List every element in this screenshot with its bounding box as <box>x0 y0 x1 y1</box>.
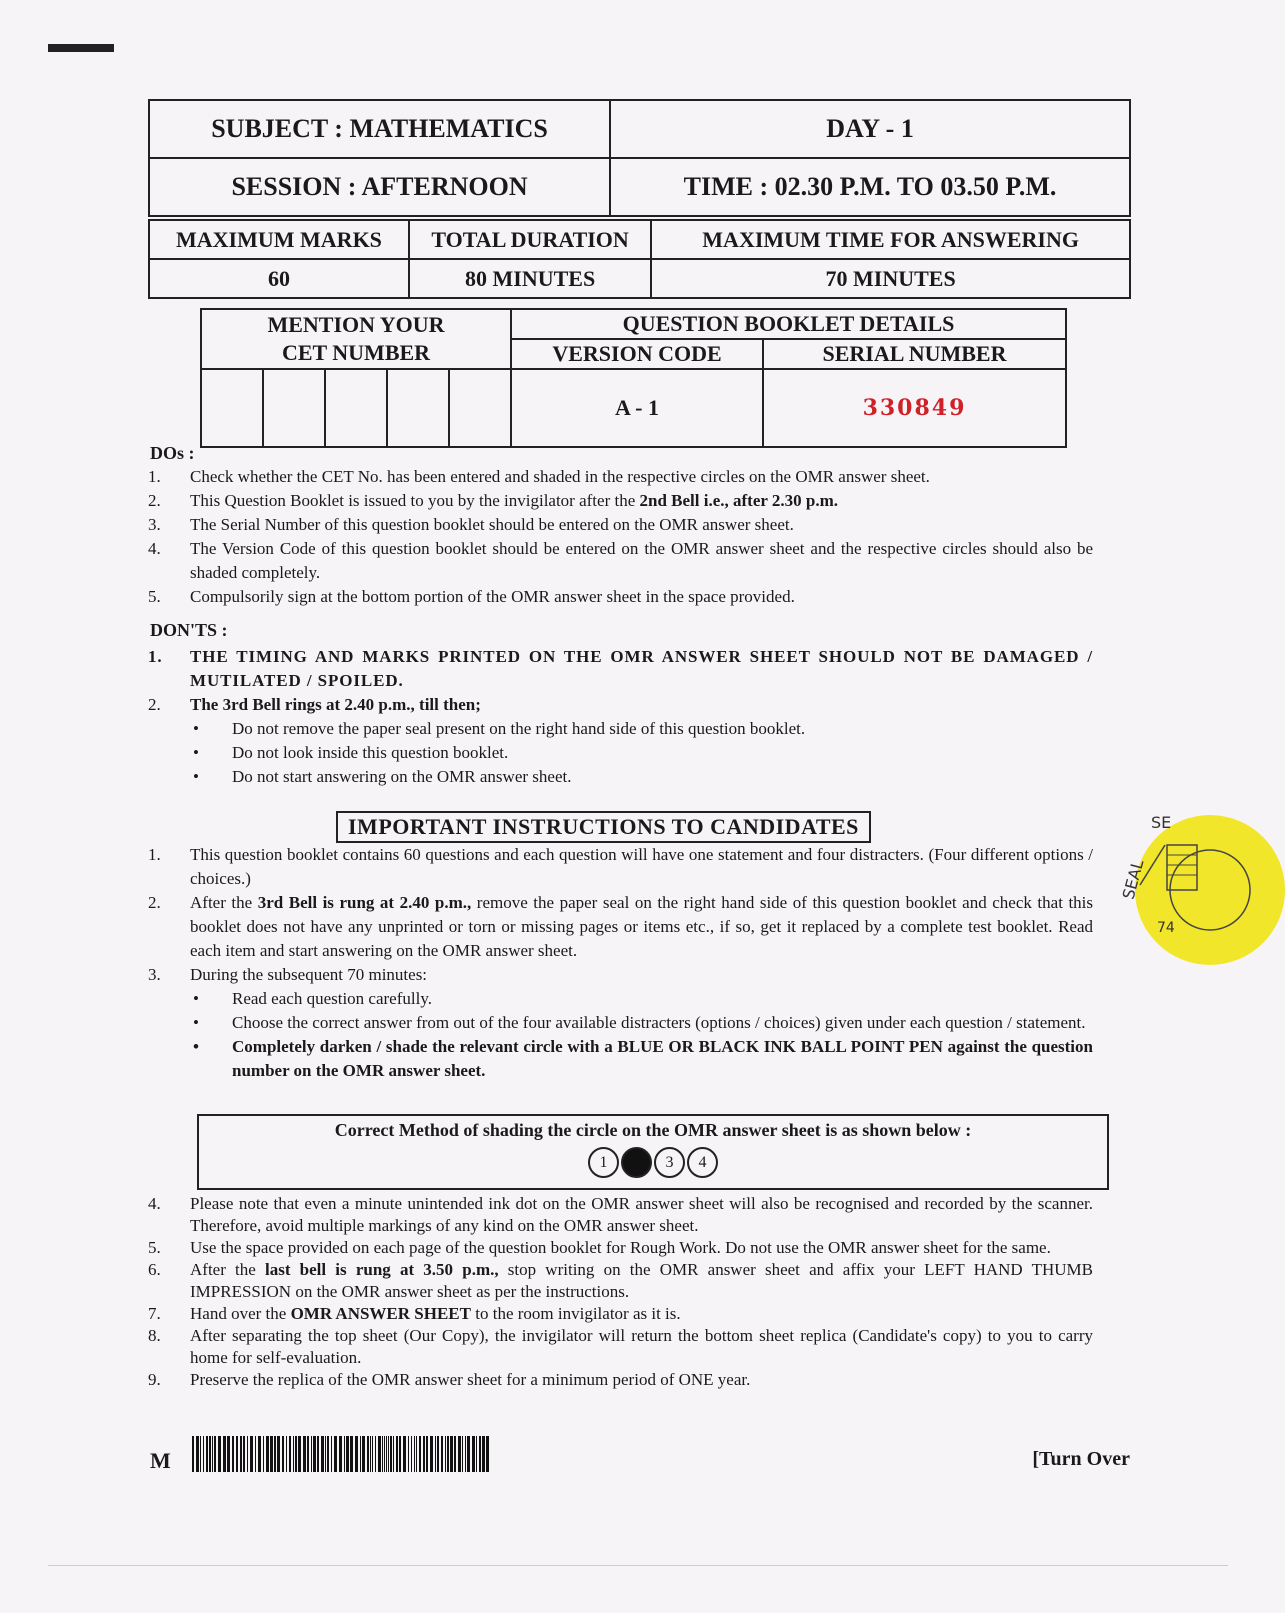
seal-graphic <box>1135 815 1285 965</box>
omr-circle-2-shaded <box>621 1147 652 1178</box>
paper-seal[interactable] <box>1118 813 1285 965</box>
item-text: After separating the top sheet (Our Copy), the invigilator will return the bottom sheet replica (Candidate's copy) to you to carry home for self-evaluation. <box>190 1326 1093 1367</box>
item-text-bold: 2nd Bell i.e., after 2.30 p.m. <box>639 491 838 510</box>
item-text-bold: OMR ANSWER SHEET <box>290 1304 471 1323</box>
dos-item <box>148 489 1093 513</box>
dos-list <box>148 465 1093 609</box>
instruction-item <box>148 891 1093 963</box>
item-number: 8. <box>148 1326 161 1345</box>
instruction-bullets <box>190 987 1093 1083</box>
item-text: This Question Booklet is issued to you by the invigilator after the <box>190 491 640 510</box>
instruction-item <box>148 1325 1093 1369</box>
item-text: Use the space provided on each page of the question booklet for Rough Work. Do not use the OMR answer sheet for the same. <box>190 1238 1051 1257</box>
item-text: The 3rd Bell rings at 2.40 p.m., till then; <box>190 695 481 714</box>
donts-list <box>148 645 1093 789</box>
omr-circle-4: 4 <box>687 1147 718 1178</box>
seal-text-side: SEAL <box>1118 857 1148 902</box>
donts-heading: DON'TS : <box>150 620 228 640</box>
item-number: 1. <box>148 845 161 864</box>
instruction-item <box>148 1259 1093 1303</box>
omr-example-box <box>197 1114 1109 1190</box>
booklet-details-label: QUESTION BOOKLET DETAILS <box>511 309 1066 339</box>
serial-number-value: 330849 <box>763 369 1066 447</box>
version-code-value: A - 1 <box>511 369 763 447</box>
item-text: After the <box>190 893 258 912</box>
cet-digit-box[interactable] <box>263 369 325 447</box>
bullet-item: • Choose the correct answer from out of the four available distracters (options / choices) given under each question / statement. <box>190 1011 1093 1035</box>
item-number: 6. <box>148 1260 161 1279</box>
donts-item <box>148 645 1093 693</box>
item-text: Please note that even a minute unintended ink dot on the OMR answer sheet will also be recognised and recorded by the scanner. Therefore, avoid multiple markings of any kind on the OMR answer sheet. <box>190 1194 1093 1235</box>
omr-example-title: Correct Method of shading the circle on the OMR answer sheet is as shown below : <box>334 1120 972 1140</box>
omr-circle-3: 3 <box>654 1147 685 1178</box>
item-text: Hand over the <box>190 1304 291 1323</box>
max-marks-label: MAXIMUM MARKS <box>149 220 409 259</box>
instruction-item <box>148 1369 1093 1391</box>
footer-letter: M <box>150 1448 171 1473</box>
donts-bullets <box>190 717 1093 789</box>
cet-label-line2: CET NUMBER <box>281 340 431 365</box>
bullet-item: • Do not start answering on the OMR answer sheet. <box>190 765 1093 789</box>
dos-heading: DOs : <box>150 443 195 463</box>
item-number: 1. <box>148 467 161 486</box>
bullet-item: • Completely darken / shade the relevant circle with a BLUE OR BLACK INK BALL POINT PEN against the question number on the OMR answer sheet. <box>190 1035 1093 1083</box>
cet-digit-box[interactable] <box>325 369 387 447</box>
instruction-item <box>148 843 1093 891</box>
item-text: Check whether the CET No. has been entered and shaded in the respective circles on the OMR answer sheet. <box>190 467 930 486</box>
item-text: During the subsequent 70 minutes: <box>190 965 428 984</box>
max-time-value: 70 MINUTES <box>651 259 1130 298</box>
item-text: THE TIMING AND MARKS PRINTED ON THE OMR ANSWER SHEET SHOULD NOT BE DAMAGED / MUTILATED / SPOILED. <box>190 647 1093 690</box>
session: SESSION : AFTERNOON <box>149 158 610 216</box>
bottom-rule <box>48 1565 1228 1566</box>
subject: SUBJECT : MATHEMATICS <box>149 100 610 158</box>
item-number: 7. <box>148 1304 161 1323</box>
booklet-table <box>200 308 1067 448</box>
instructions-list-a <box>148 843 1093 1083</box>
item-number: 3. <box>148 515 161 534</box>
item-number: 1. <box>148 647 163 666</box>
instruction-item <box>148 1193 1093 1237</box>
instruction-item <box>148 1237 1093 1259</box>
instructions-list-b <box>148 1193 1093 1391</box>
item-text: remove the paper seal on the right hand side of this question booklet and check that this booklet does not have any unprinted or torn or missing pages or items etc., if so, get it replaced by a complete test booklet. Read each item and start answering on the OMR answer sheet. <box>190 893 1094 960</box>
item-number: 2. <box>148 491 161 510</box>
item-number: 5. <box>148 587 161 606</box>
barcode-image <box>192 1436 492 1472</box>
cet-digit-box[interactable] <box>387 369 449 447</box>
cet-digit-box[interactable] <box>449 369 511 447</box>
item-number: 9. <box>148 1370 161 1389</box>
item-text: Preserve the replica of the OMR answer sheet for a minimum period of ONE year. <box>190 1370 751 1389</box>
item-number: 4. <box>148 539 161 558</box>
seal-text-top: SE <box>1151 813 1172 832</box>
corner-mark <box>48 44 114 52</box>
bullet-item: • Do not look inside this question booklet. <box>190 741 1093 765</box>
time: TIME : 02.30 P.M. TO 03.50 P.M. <box>610 158 1130 216</box>
cet-label <box>201 309 511 369</box>
dos-item <box>148 513 1093 537</box>
omr-circles <box>199 1147 1107 1178</box>
item-number: 2. <box>148 893 161 912</box>
item-number: 3. <box>148 965 161 984</box>
marks-table <box>148 219 1131 299</box>
total-duration-value: 80 MINUTES <box>409 259 651 298</box>
bullet-item: • Do not remove the paper seal present on the right hand side of this question booklet. <box>190 717 1093 741</box>
item-number: 4. <box>148 1194 161 1213</box>
total-duration-label: TOTAL DURATION <box>409 220 651 259</box>
dos-item <box>148 585 1093 609</box>
item-text: The Serial Number of this question booklet should be entered on the OMR answer sheet. <box>190 515 794 534</box>
item-text-bold: 3rd Bell is rung at 2.40 p.m., <box>257 893 472 912</box>
dos-item <box>148 465 1093 489</box>
item-text: stop writing on the OMR answer sheet and affix your LEFT HAND THUMB IMPRESSION on the OMR answer sheet as per the instructions. <box>190 1260 1093 1301</box>
header-table <box>148 99 1131 217</box>
item-text: After the <box>190 1260 265 1279</box>
item-number: 2. <box>148 695 161 714</box>
instructions-title: IMPORTANT INSTRUCTIONS TO CANDIDATES <box>336 811 871 843</box>
cet-label-line1: MENTION YOUR <box>267 312 445 337</box>
item-text: The Version Code of this question booklet should be entered on the OMR answer sheet and the respective circles should also be shaded completely. <box>190 539 1093 582</box>
donts-item <box>148 693 1093 789</box>
max-time-label: MAXIMUM TIME FOR ANSWERING <box>651 220 1130 259</box>
item-number: 5. <box>148 1238 161 1257</box>
item-text: to the room invigilator as it is. <box>471 1304 681 1323</box>
instruction-item <box>148 1303 1093 1325</box>
version-code-label: VERSION CODE <box>511 339 763 369</box>
item-text: Compulsorily sign at the bottom portion of the OMR answer sheet in the space provided. <box>190 587 795 606</box>
item-text-bold: last bell is rung at 3.50 p.m., <box>265 1260 499 1279</box>
bullet-item: • Read each question carefully. <box>190 987 1093 1011</box>
seal-text-bottom: 74 <box>1157 920 1175 936</box>
turn-over: [Turn Over <box>1032 1448 1130 1470</box>
day: DAY - 1 <box>610 100 1130 158</box>
instruction-item <box>148 963 1093 1083</box>
omr-circle-1: 1 <box>588 1147 619 1178</box>
serial-number-label: SERIAL NUMBER <box>763 339 1066 369</box>
item-text: This question booklet contains 60 questions and each question will have one statement and four distracters. (Four different options / choices.) <box>190 845 1093 888</box>
dos-item <box>148 537 1093 585</box>
max-marks-value: 60 <box>149 259 409 298</box>
cet-digit-box[interactable] <box>201 369 263 447</box>
